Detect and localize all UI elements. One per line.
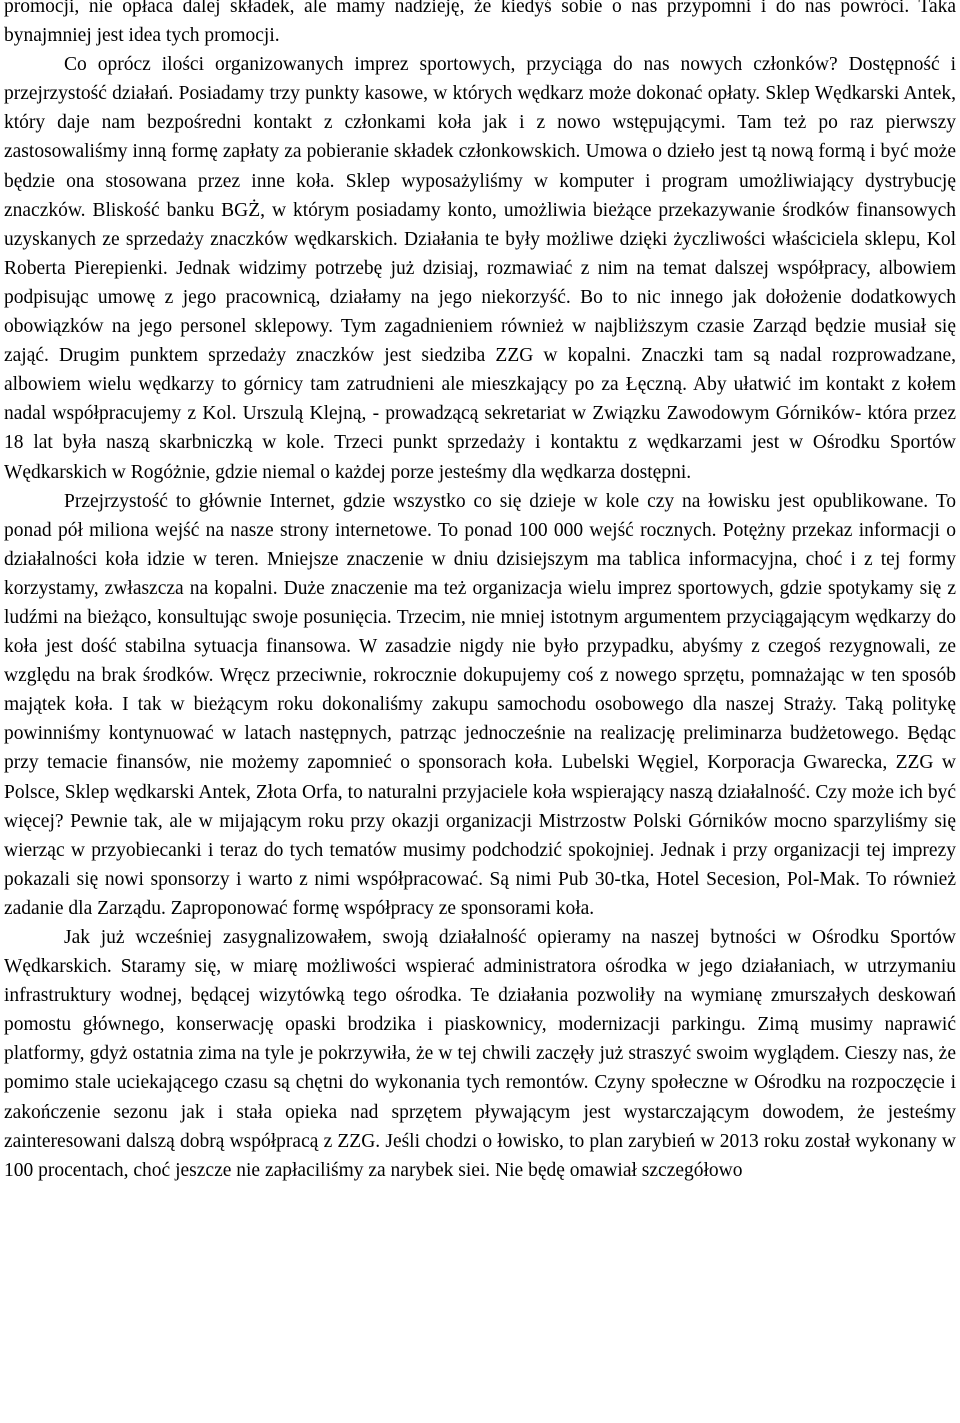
paragraph-1: promocji, nie opłaca dalej składek, ale mamy nadzieję, że kiedyś sobie o nas przypomni i do nas powróci. Taka bynajmniej jest idea tych promocji. [4,0,956,47]
paragraph-4: Jak już wcześniej zasygnalizowałem, swoją działalność opieramy na naszej bytności w Ośrodku Sportów Wędkarskich. Staramy się, w miarę możliwości wspierać administratora ośrodka w jego działaniach, w utrzymaniu infrastruktury wodnej, będącej wizytówką tego ośrodka. Te działania pozwoliły na wymianę zmurszałych deskowań pomostu głównego, konserwację opaski brodzika i piaskownicy, modernizacji parkingu. Zimą musimy naprawić platformy, gdyż ostatnia zima na tyle je pokrzywiła, że w tej chwili zaczęły już straszyć swoim wyglądem. Cieszy nas, że pomimo stale uciekającego czasu są chętni do wykonania tych remontów. Czyny społeczne w Ośrodku na rozpoczęcie i zakończenie sezonu jak i stała opieka nad sprzętem pływającym jest wystarczającym dowodem, że jesteśmy zainteresowani dalszą dobrą współpracą z ZZG. Jeśli chodzi o łowisko, to plan zarybień w 2013 roku został wykonany w 100 procentach, choć jeszcze nie zapłaciliśmy za narybek siei. Nie będę omawiał szczegółowo [4,927,956,1181]
document-page [4,0,956,1185]
paragraph-3: Przejrzystość to głównie Internet, gdzie wszystko co się dzieje w kole czy na łowisku jest opublikowane. To ponad pół miliona wejść na nasze strony internetowe. To ponad 100 000 wejść rocznych. Potężny przekaz informacji o działalności koła idzie w teren. Mniejsze znaczenie w dniu dzisiejszym ma tablica informacyjna, choć i z tej formy korzystamy, zwłaszcza na kopalni. Duże znaczenie ma też organizacja wielu imprez sportowych, gdzie spotykamy się z ludźmi na bieżąco, konsultując swoje posunięcia. Trzecim, nie mniej istotnym argumentem przyciągającym wędkarzy do koła jest dość stabilna sytuacja finansowa. W zasadzie nigdy nie było przypadku, abyśmy z czegoś rezygnowali, ze względu na brak środków. Wręcz przeciwnie, rokrocznie dokupujemy coś z nowego sprzętu, pomnażając w ten sposób majątek koła. I tak w bieżącym roku dokonaliśmy zakupu samochodu osobowego dla naszej Straży. Taką politykę powinniśmy kontynuować w latach następnych, patrząc jednocześnie na realizację preliminarza budżetowego. Będąc przy temacie finansów, nie możemy zapomnieć o sponsorach koła. Lubelski Węgiel, Korporacja Gwarecka, ZZG w Polsce, Sklep wędkarski Antek, Złota Orfa, to naturalni przyjaciele koła wspierający naszą działalność. Czy może ich być więcej? Pewnie tak, ale w mijającym roku przy okazji organizacji Mistrzostw Polski Górników mocno sparzyliśmy się wierząc w przyobiecanki i teraz do tych tematów musimy podchodzić spokojniej. Jednak i przy organizacji tej imprezy pokazali się nowi sponsorzy i warto z nimi współpracować. Są nimi Pub 30-tka, Hotel Secesion, Pol-Mak. To również zadanie dla Zarządu. Zaproponować formę współpracy ze sponsorami koła. [4,490,956,919]
paragraph-2: Co oprócz ilości organizowanych imprez sportowych, przyciąga do nas nowych członków? Dostępność i przejrzystość działań. Posiadamy trzy punkty kasowe, w których wędkarz może dokonać opłaty. Sklep Wędkarski Antek, który daje nam bezpośredni kontakt z członkami koła jak i z nowo wstępującymi. Tam też po raz pierwszy zastosowaliśmy inną formę zapłaty za pobieranie składek członkowskich. Umowa o dzieło jest tą nową formą i być może będzie ona stosowana przez inne koła. Sklep wyposażyliśmy w komputer i program umożliwiający dystrybucję znaczków. Bliskość banku BGŻ, w którym posiadamy konto, umożliwia bieżące przekazywanie środków finansowych uzyskanych ze sprzedaży znaczków wędkarskich. Działania te były możliwe dzięki życzliwości właściciela sklepu, Kol Roberta Pierepienki. Jednak widzimy potrzebę już dzisiaj, rozmawiać z nim na temat dalszej współpracy, albowiem podpisując umowę z jego pracownicą, działamy na jego niekorzyść. Bo to nic innego jak dołożenie dodatkowych obowiązków na jego personel sklepowy. Tym zagadnieniem również w najbliższym czasie Zarząd będzie musiał się zająć. Drugim punktem sprzedaży znaczków jest siedziba ZZG w kopalni. Znaczki tam są nadal rozprowadzane, albowiem wielu wędkarzy to górnicy tam zatrudnieni ale mieszkający po za Łęczną. Aby ułatwić im kontakt z kołem nadal współpracujemy z Kol. Urszulą Klejną, - prowadzącą sekretariat w Związku Zawodowym Górników- która przez 18 lat była naszą skarbniczką w kole. Trzeci punkt sprzedaży i kontaktu z wędkarzami jest w Ośrodku Sportów Wędkarskich w Rogóżnie, gdzie niemal o każdej porze jesteśmy dla wędkarza dostępni. [4,54,956,483]
